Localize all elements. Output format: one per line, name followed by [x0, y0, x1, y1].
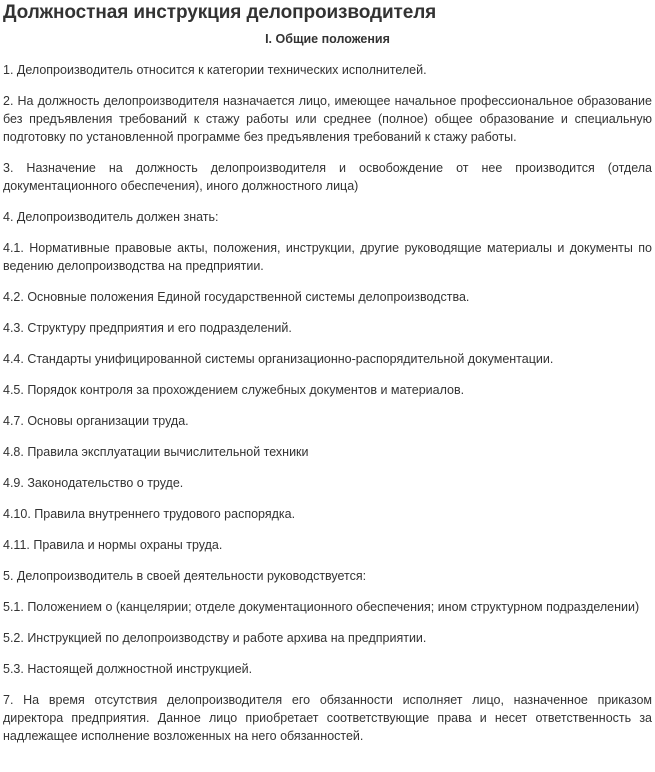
- paragraph-5: 5. Делопроизводитель в своей деятельности руководствуется:: [3, 569, 367, 583]
- paragraph-4-11: 4.11. Правила и нормы охраны труда.: [3, 538, 223, 552]
- paragraph-4-5: 4.5. Порядок контроля за прохождением служебных документов и материалов.: [3, 383, 465, 397]
- paragraph-4-7: 4.7. Основы организации труда.: [3, 414, 189, 428]
- paragraph-4-3: 4.3. Структуру предприятия и его подразделений.: [3, 321, 292, 335]
- paragraph-5-2: 5.2. Инструкцией по делопроизводству и работе архива на предприятии.: [3, 631, 427, 645]
- paragraph-4-4: 4.4. Стандарты унифицированной системы организационно-распорядительной документации.: [3, 352, 554, 366]
- document-title: Должностная инструкция делопроизводителя: [3, 2, 437, 23]
- section-heading: I. Общие положения: [265, 32, 390, 46]
- paragraph-4-10: 4.10. Правила внутреннего трудового распорядка.: [3, 507, 296, 521]
- paragraph-4: 4. Делопроизводитель должен знать:: [3, 210, 219, 224]
- paragraph-2: 2. На должность делопроизводителя назначается лицо, имеющее начальное профессиональное образование без предъявления требований к стажу работы или среднее (полное) общее образование и специальную подготовку по установленной программе без предъявления требований к стажу работы.: [3, 94, 652, 144]
- paragraph-5-1: 5.1. Положением о (канцелярии; отделе документационного обеспечения; ином структурном подразделении): [3, 600, 640, 614]
- paragraph-4-1: 4.1. Нормативные правовые акты, положения, инструкции, другие руководящие материалы и документы по ведению делопроизводства на предприятии.: [3, 241, 652, 273]
- paragraph-4-8: 4.8. Правила эксплуатации вычислительной техники: [3, 445, 309, 459]
- paragraph-1: 1. Делопроизводитель относится к категории технических исполнителей.: [3, 63, 427, 77]
- paragraph-4-2: 4.2. Основные положения Единой государственной системы делопроизводства.: [3, 290, 470, 304]
- paragraph-7: 7. На время отсутствия делопроизводителя его обязанности исполняет лицо, назначенное приказом директора предприятия. Данное лицо приобретает соответствующие права и несет ответственность за надлежащее исполнение возложенных на него обязанностей.: [3, 693, 652, 743]
- paragraph-4-9: 4.9. Законодательство о труде.: [3, 476, 184, 490]
- paragraph-3: 3. Назначение на должность делопроизводителя и освобождение от нее производится (отдела документационного обеспечения), иного должностного лица): [3, 161, 652, 193]
- paragraph-5-3: 5.3. Настоящей должностной инструкцией.: [3, 662, 253, 676]
